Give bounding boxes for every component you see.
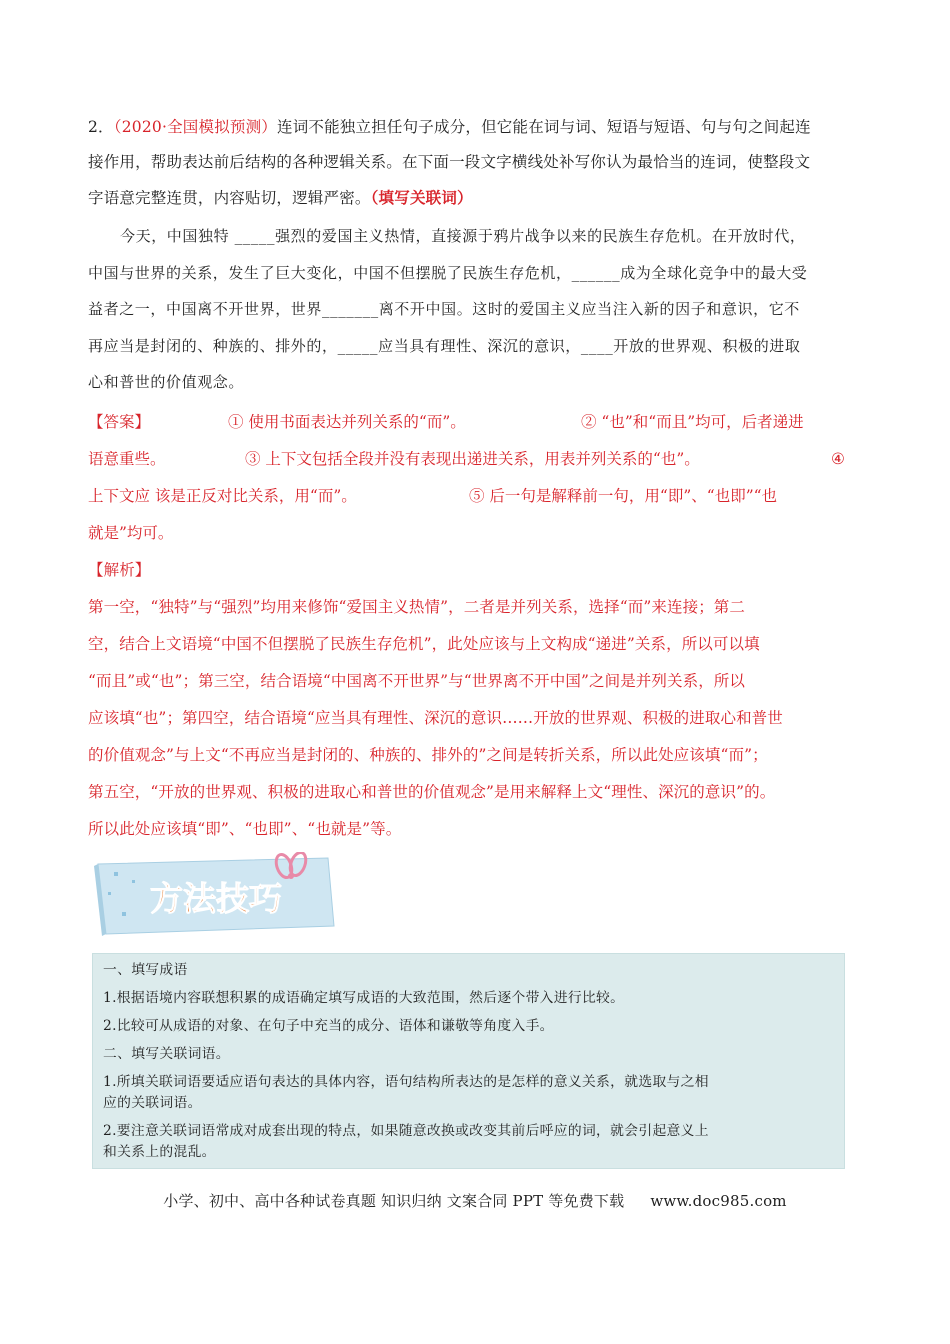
passage-line: 今天，中国独特 _____强烈的爱国主义热情，直接源于鸦片战争以来的民族生存危机。在开放时代， bbox=[120, 227, 806, 245]
answer-item-3: ③ 上下文包括全段并没有表现出递进关系，用表并列关系的“也”。 bbox=[245, 450, 700, 468]
footer-url[interactable]: www.doc985.com bbox=[650, 1192, 787, 1210]
tips-line: 应的关联词语。 bbox=[103, 1095, 202, 1111]
answer-block bbox=[88, 404, 860, 552]
explanation-line: 应该填“也”；第四空，结合语境“应当具有理性、深沉的意识……开放的世界观、积极的进取心和普世 bbox=[88, 709, 783, 727]
question-text-1: 连词不能独立担任句子成分，但它能在词与词、短语与短语、句与句之间起连 bbox=[277, 118, 811, 136]
answer-line-2 bbox=[88, 441, 860, 478]
footer-text: 小学、初中、高中各种试卷真题 知识归纳 文案合同 PPT 等免费下载 bbox=[163, 1192, 625, 1210]
answer-item-5: ⑤ 后一句是解释前一句，用“即”、“也即”“也 bbox=[469, 487, 778, 505]
question-line-2: 接作用，帮助表达前后结构的各种逻辑关系。在下面一段文字横线处补写你认为最恰当的连词，使整段文 bbox=[88, 153, 811, 171]
answer-line-1 bbox=[88, 404, 860, 441]
explanation-block bbox=[88, 552, 860, 848]
explanation-line: 第一空，“独特”与“强烈”均用来修饰“爱国主义热情”，二者是并列关系，选择“而”来连接；第二 bbox=[88, 598, 745, 616]
explanation-line: 空，结合上文语境“中国不但摆脱了民族生存危机”，此处应该与上文构成“递进”关系，所以可以填 bbox=[88, 635, 760, 653]
answer-item-4-num: ④ bbox=[831, 450, 845, 468]
answer-item-5-cont: 就是”均可。 bbox=[88, 524, 174, 542]
banner-background bbox=[92, 852, 337, 940]
question-line-3 bbox=[88, 180, 860, 216]
answer-item-4: 上下文应 该是正反对比关系，用“而”。 bbox=[88, 487, 357, 505]
tips-line: 和关系上的混乱。 bbox=[103, 1144, 216, 1160]
answer-line-4 bbox=[88, 515, 860, 552]
passage-line: 心和普世的价值观念。 bbox=[88, 373, 245, 391]
question-line-1 bbox=[88, 110, 860, 145]
tips-line: 二、填写关联词语。 bbox=[103, 1046, 230, 1062]
answer-label: 【答案】 bbox=[88, 413, 151, 431]
tips-line: 1.根据语境内容联想积累的成语确定填写成语的大致范围，然后逐个带入进行比较。 bbox=[103, 990, 625, 1006]
question-source: （2020·全国模拟预测） bbox=[113, 118, 277, 136]
tips-line: 2.要注意关联词语常成对成套出现的特点，如果随意改换或改变其前后呼应的词，就会引起意义上 bbox=[103, 1123, 709, 1139]
passage bbox=[88, 218, 860, 401]
question-block bbox=[88, 110, 860, 216]
explanation-line: 第五空，“开放的世界观、积极的进取心和普世的价值观念”是用来解释上文“理性、深沉的意识”的。 bbox=[88, 783, 776, 801]
tips-box bbox=[92, 953, 845, 1169]
question-tag: （填写关联词） bbox=[370, 188, 473, 207]
passage-line: 益者之一，中国离不开世界，世界_______离不开中国。这时的爱国主义应当注入新的因子和意识，它不 bbox=[88, 300, 800, 318]
question-text-3: 字语意完整连贯，内容贴切，逻辑严密。 bbox=[88, 189, 371, 207]
explanation-line: 所以此处应该填“即”、“也即”、“也就是”等。 bbox=[88, 820, 402, 838]
footer bbox=[0, 1190, 950, 1211]
answer-item-2: ② “也”和“而且”均可，后者递进 bbox=[581, 413, 804, 431]
question-number: 2． bbox=[88, 118, 114, 136]
explanation-label: 【解析】 bbox=[88, 561, 151, 579]
tips-line: 1.所填关联词语要适应语句表达的具体内容，语句结构所表达的是怎样的意义关系，就选取与之相 bbox=[103, 1074, 709, 1090]
answer-item-1: ① 使用书面表达并列关系的“而”。 bbox=[228, 413, 466, 431]
passage-line: 中国与世界的关系，发生了巨大变化，中国不但摆脱了民族生存危机，______成为全球化竞争中的最大受 bbox=[88, 263, 808, 282]
tips-line: 2.比较可从成语的对象、在句子中充当的成分、语体和谦敬等角度入手。 bbox=[103, 1018, 554, 1034]
tips-line: 一、填写成语 bbox=[103, 962, 188, 978]
banner-title: 方法技巧 bbox=[150, 879, 282, 918]
explanation-line: “而且”或“也”；第三空，结合语境“中国离不开世界”与“世界离不开中国”之间是并列关系，所以 bbox=[88, 672, 745, 690]
answer-item-2-cont: 语意重些。 bbox=[88, 450, 166, 468]
passage-line: 再应当是封闭的、种族的、排外的，_____应当具有理性、深沉的意识，____开放的世界观、积极的进取 bbox=[88, 336, 801, 355]
answer-line-3 bbox=[88, 478, 860, 515]
explanation-line: 的价值观念”与上文“不再应当是封闭的、种族的、排外的”之间是转折关系，所以此处应该填“而”； bbox=[88, 746, 768, 764]
method-tips-banner bbox=[92, 852, 337, 940]
